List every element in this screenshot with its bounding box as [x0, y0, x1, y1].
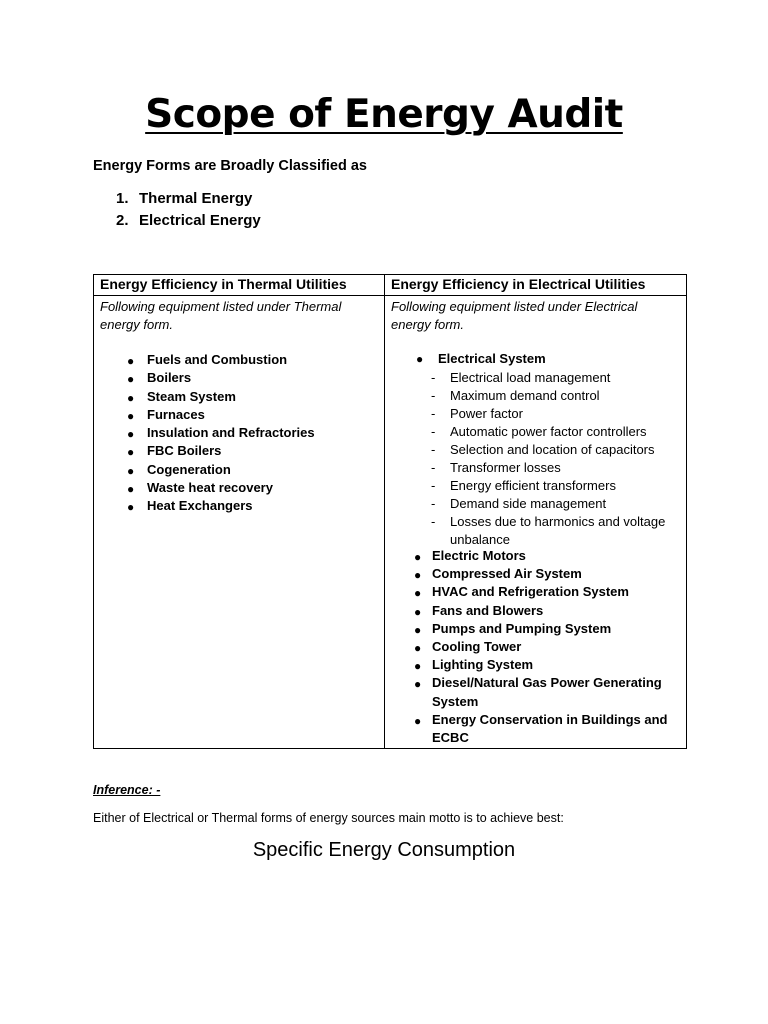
list-label: Thermal Energy	[139, 190, 253, 207]
electrical-equipment-list	[414, 547, 682, 747]
list-item: ● Lighting System	[414, 657, 534, 674]
inference-text: Either of Electrical or Thermal forms of energy sources main motto is to achieve best:	[93, 811, 564, 825]
specific-energy-consumption-heading: Specific Energy Consumption	[252, 839, 516, 861]
list-item	[116, 190, 261, 212]
list-item: ● Insulation and Refractories	[127, 425, 315, 442]
electrical-header: Energy Efficiency in Electrical Utilities	[385, 275, 686, 296]
list-item: - Transformer losses	[431, 460, 561, 475]
list-item: - Maximum demand control	[431, 388, 600, 403]
page-title: Scope of Energy Audit	[145, 92, 623, 137]
list-item: - Electrical load management	[431, 370, 611, 385]
list-item: ● Steam System	[127, 388, 236, 405]
electrical-column	[385, 275, 686, 748]
list-item: ● Fuels and Combustion	[127, 352, 288, 368]
thermal-description: Following equipment listed under Thermal energy form.	[100, 299, 342, 332]
energy-forms-list	[116, 190, 261, 234]
electrical-system-sublist	[431, 369, 690, 549]
electrical-system-heading: ● Electrical System	[416, 351, 546, 366]
list-item: - Energy efficient transformers	[431, 478, 616, 493]
list-item: - Power factor	[431, 406, 523, 421]
thermal-header: Energy Efficiency in Thermal Utilities	[94, 275, 384, 296]
thermal-equipment-list	[127, 351, 315, 516]
list-item: - Losses due to harmonics and voltage unbalance	[431, 514, 666, 547]
list-item: ● Electric Motors	[414, 548, 526, 564]
list-number: 2.	[116, 212, 129, 229]
list-item: - Automatic power factor controllers	[431, 424, 647, 439]
list-item: ● Cogeneration	[127, 461, 231, 478]
list-item: ● HVAC and Refrigeration System	[414, 584, 629, 601]
list-item	[116, 212, 261, 234]
list-item: ● Pumps and Pumping System	[414, 620, 612, 637]
list-item: ● Furnaces	[127, 406, 205, 423]
list-item: ● Fans and Blowers	[414, 602, 544, 619]
list-label: Electrical Energy	[139, 212, 261, 229]
list-item: ● Diesel/Natural Gas Power Generating System	[414, 675, 662, 709]
electrical-description: Following equipment listed under Electrical energy form.	[391, 299, 638, 332]
utilities-table	[93, 274, 687, 749]
list-item: ● Cooling Tower	[414, 639, 522, 656]
list-item: ● Waste heat recovery	[127, 480, 273, 497]
list-item: - Demand side management	[431, 496, 607, 511]
intro-text: Energy Forms are Broadly Classified as	[93, 158, 367, 174]
inference-label: Inference: -	[93, 783, 161, 797]
list-item: ● Compressed Air System	[414, 566, 582, 583]
list-item: ● Boilers	[127, 370, 192, 387]
list-number: 1.	[116, 190, 129, 207]
list-item: ● Energy Conservation in Buildings and ECBC	[414, 711, 668, 746]
list-item: - Selection and location of capacitors	[431, 442, 655, 457]
list-item: ● FBC Boilers	[127, 443, 222, 460]
thermal-column	[94, 275, 385, 748]
list-item: ● Heat Exchangers	[127, 498, 253, 515]
